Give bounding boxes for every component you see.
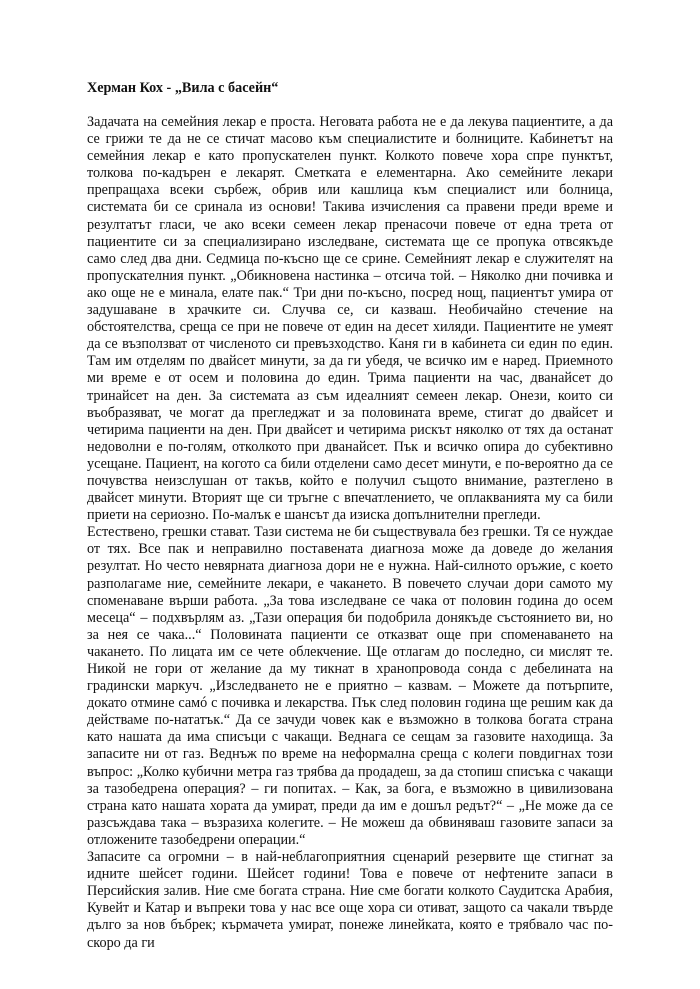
paragraph-3: Запасите са огромни – в най-неблагоприятния сценарий резервите ще стигнат за идните шейсет години. Шейсет години! Това е повече от нефтените запаси в Персийския залив. Ние сме богата страна. Ние сме богати колкото Саудитска Арабия, Кувейт и Катар и въпреки това у нас все още хора си отиват, защото са чакали твърде дълго за нов бъбрек; кърмачета умират, понеже линейката, която е трябвало час по-скоро да ги: [87, 849, 613, 951]
document-body: [87, 114, 613, 952]
paragraph-1: Задачата на семейния лекар е проста. Неговата работа не е да лекува пациентите, а да се грижи те да не се стичат масово към специалистите и болниците. Кабинетът на семейния лекар е като пропускателен пункт. Колкото повече хора спре пунктът, толкова по-кадърен е лекарят. Сметката е елементарна. Ако семейните лекари препращаха всеки сърбеж, обрив или кашлица към специалист или болница, системата би се сринала из основи! Такива изчисления са правени преди време и резултатът гласи, че ако всеки семеен лекар пренасочи повече от една трета от пациентите си за специализирано изследване, системата ще се пропука отвсякъде само след два дни. Седмица по-късно ще се срине. Семейният лекар е служителят на пропускателния пункт. „Обикновена настинка – отсича той. – Няколко дни почивка и ако още не е минала, елате пак.“ Три дни по-късно, посред нощ, пациентът умира от задушаване в храчките си. Случва се, си казваш. Необичайно стечение на обстоятелства, среща се при не повече от един на десет хиляди. Пациентите не умеят да се възползват от численото си превъзходство. Каня ги в кабинета си един по един. Там им отделям по двайсет минути, за да ги убедя, че всичко им е наред. Приемното ми време е от осем и половина до един. Трима пациенти на час, дванайсет до тринайсет на ден. За системата аз съм идеалният семеен лекар. Онези, които си въобразяват, че могат да прегледжат и за половината време, стигат до двайсет и четирима пациенти на ден. При двайсет и четирима рискът няколко от тях да останат недоволни е по-голям, отколкото при дванайсет. Пък и всичко опира до субективно усещане. Пациент, на когото са били отделени само десет минути, е по-вероятно да се почувства неизслушан от такъв, който е получил същото внимание, разтеглено в двайсет минути. Вторият ще си тръгне с впечатлението, че оплакванията му са били приети на сериозно. По-малък е шансът да изиска допълнителни прегледи.: [87, 114, 613, 524]
paragraph-2: Естествено, грешки стават. Тази система не би съществувала без грешки. Тя се нуждае от тях. Все пак и неправилно поставената диагноза може да доведе до желания резултат. Но често невярната диагноза дори не е нужна. Най-силното оръжие, с което разполагаме ние, семейните лекари, е чакането. В повечето случаи дори самото му споменаване върши работа. „За това изследване се чака от половин година до осем месеца“ – подхвърлям аз. „Тази операция би подобрила донякъде състоянието ви, но за нея се чака...“ Половината пациенти се отказват още при споменаването на чакането. По лицата им се чете облекчение. Ще отлагам до последно, си мислят те. Никой не гори от желание да му тикнат в хранопровода сонда с дебелината на градински маркуч. „Изследването не е приятно – казвам. – Можете да потърпите, докато отмине самó с почивка и лекарства. Пък след половин година ще решим как да действаме по-нататък.“ Да се зачуди човек как е възможно в толкова богата страна като нашата да има списъци с чакащи. Веднага се сещам за газовите находища. За запасите ни от газ. Веднъж по време на неформална среща с колеги повдигнах този въпрос: „Колко кубични метра газ трябва да продадеш, за да стопиш списъка с чакащи за тазобедрена операция? – ги попитах. – Как, за бога, е възможно в цивилизована страна като нашата хората да умират, преди да им е дошъл редът?“ – „Не може да се разсъждава така – възразиха колегите. – Не можеш да обвиняваш газовите запаси за отложените тазобедрени операции.“: [87, 524, 613, 848]
document-title: Херман Кох - „Вила с басейн“: [87, 80, 279, 96]
